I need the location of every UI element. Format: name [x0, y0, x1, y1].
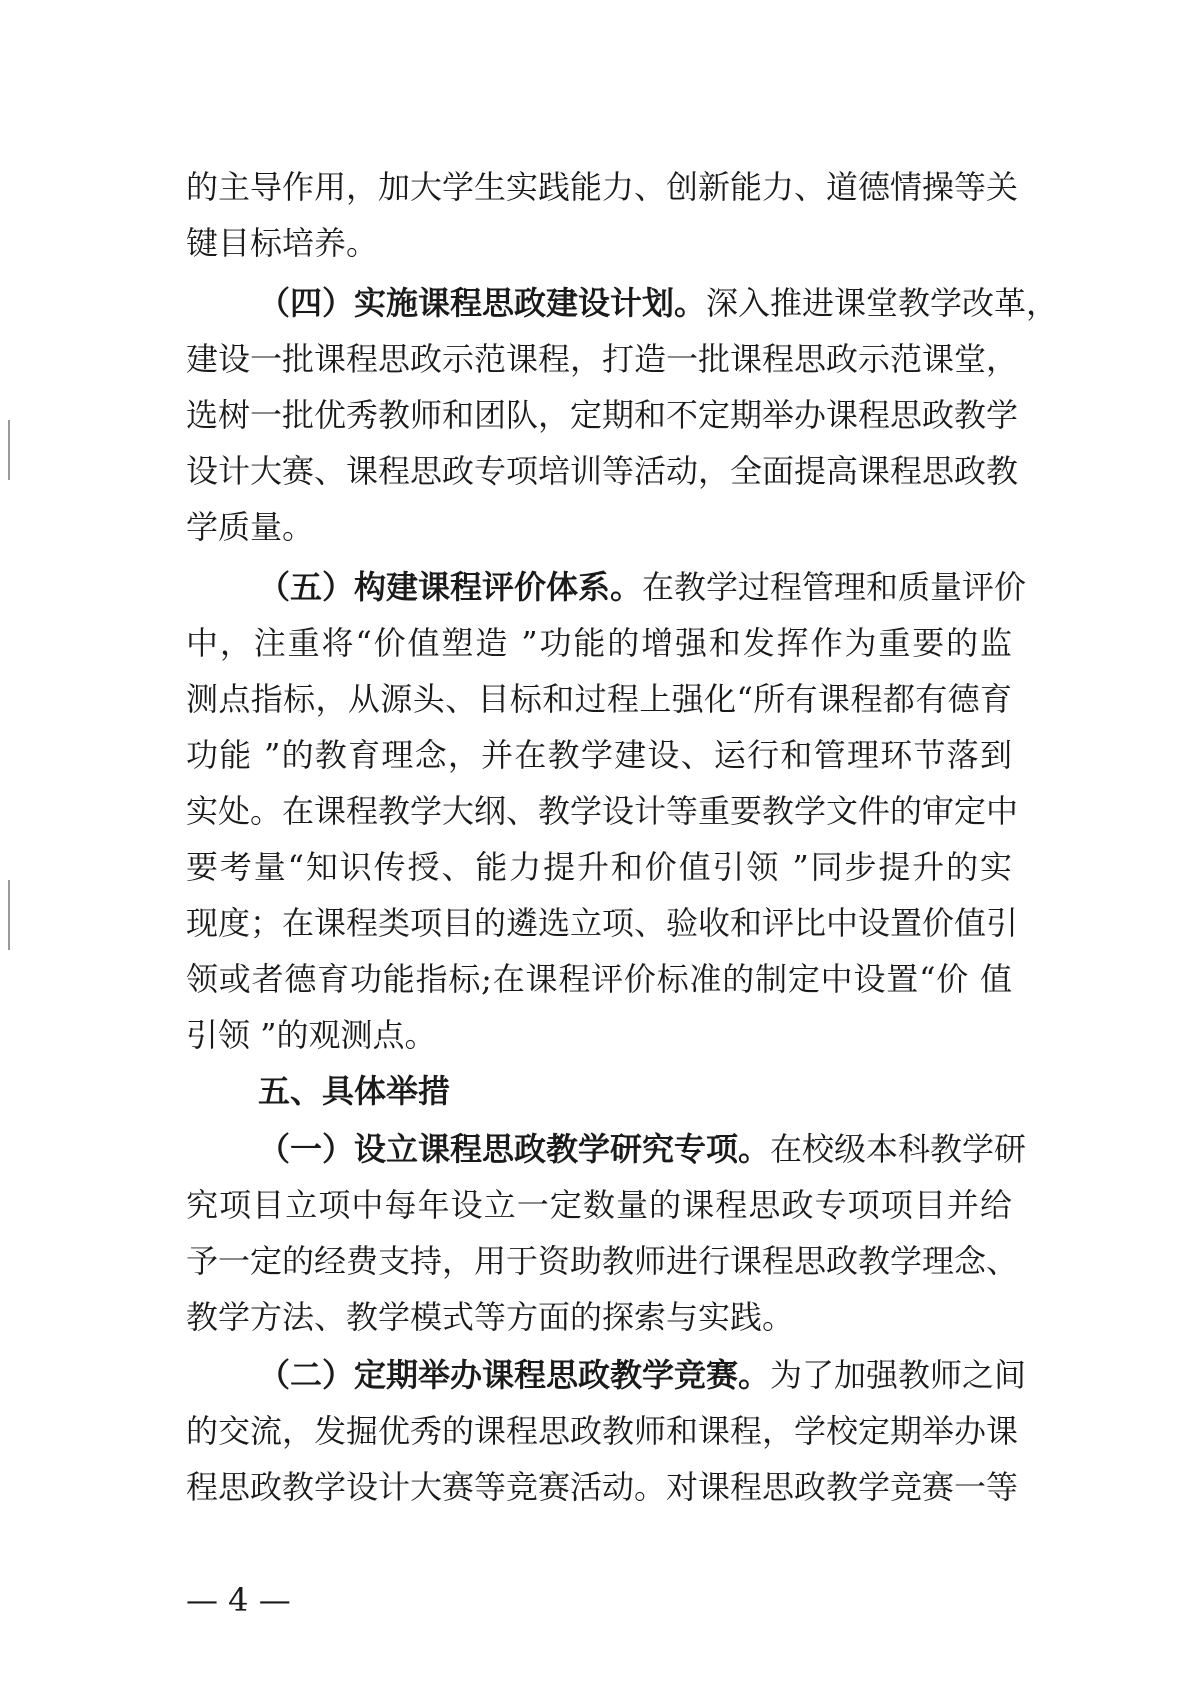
paragraph-line: 予一定的经费支持，用于资助教师进行课程思政教学理念、: [186, 1242, 1019, 1280]
section-4-text: 深入推进课堂教学改革，: [706, 284, 1059, 322]
paragraph-line: 领或者德育功能指标;在课程评价标准的制定中设置“价 值: [186, 960, 1012, 998]
paragraph-line: 程思政教学设计大赛等竞赛活动。对课程思政教学竞赛一等: [186, 1468, 1019, 1506]
section-4-first-line: [258, 274, 1059, 332]
paragraph-line: 现度；在课程类项目的遴选立项、验收和评比中设置价值引: [186, 904, 1019, 942]
paragraph-line: 学质量。: [186, 508, 315, 546]
paragraph-line: 选树一批优秀教师和团队，定期和不定期举办课程思政教学: [186, 396, 1019, 434]
paragraph-line: 的主导作用，加大学生实践能力、创新能力、道德情操等关: [186, 168, 1019, 206]
paragraph-line: 测点指标，从源头、目标和过程上强化“所有课程都有德育: [186, 680, 1012, 718]
paragraph-line: 设计大赛、课程思政专项培训等活动，全面提高课程思政教: [186, 452, 1019, 490]
paragraph-line: 键目标培养。: [186, 224, 379, 262]
measure-2-first-line: [258, 1346, 1027, 1404]
section-5-heading: （五）构建课程评价体系。: [258, 568, 643, 606]
paragraph-line: 要考量“知识传授、能力提升和价值引领 ”同步提升的实: [186, 848, 1012, 886]
section-4-heading: （四）实施课程思政建设计划。: [258, 284, 707, 322]
scan-margin-mark: [8, 420, 10, 480]
paragraph-line: 中，注重将“价值塑造 ”功能的增强和发挥作为重要的监: [186, 624, 1012, 662]
scan-margin-mark: [8, 880, 10, 950]
paragraph-line: 教学方法、教学模式等方面的探索与实践。: [186, 1298, 795, 1336]
section-5-text: 在教学过程管理和质量评价: [642, 568, 1027, 606]
measure-2-text: 为了加强教师之间: [770, 1356, 1027, 1394]
paragraph-line: 建设一批课程思政示范课程，打造一批课程思政示范课堂，: [186, 340, 1019, 378]
section-5-first-line: [258, 558, 1027, 616]
paragraph-line: 实处。在课程教学大纲、教学设计等重要教学文件的审定中: [186, 792, 1019, 830]
paragraph-line: 引领 ”的观测点。: [186, 1016, 437, 1054]
measure-1-text: 在校级本科教学研: [770, 1130, 1027, 1168]
page-number: — 4 —: [186, 1581, 291, 1619]
measure-2-heading: （二）定期举办课程思政教学竞赛。: [258, 1356, 771, 1394]
paragraph-line: 功能 ”的教育理念，并在教学建设、运行和管理环节落到: [186, 736, 1012, 774]
paragraph-line: 的交流，发掘优秀的课程思政教师和课程，学校定期举办课: [186, 1412, 1019, 1450]
paragraph-line: 究项目立项中每年设立一定数量的课程思政专项项目并给: [186, 1186, 1012, 1224]
chapter-heading: 五、具体举措: [258, 1072, 451, 1110]
measure-1-first-line: [258, 1120, 1027, 1178]
measure-1-heading: （一）设立课程思政教学研究专项。: [258, 1130, 771, 1168]
